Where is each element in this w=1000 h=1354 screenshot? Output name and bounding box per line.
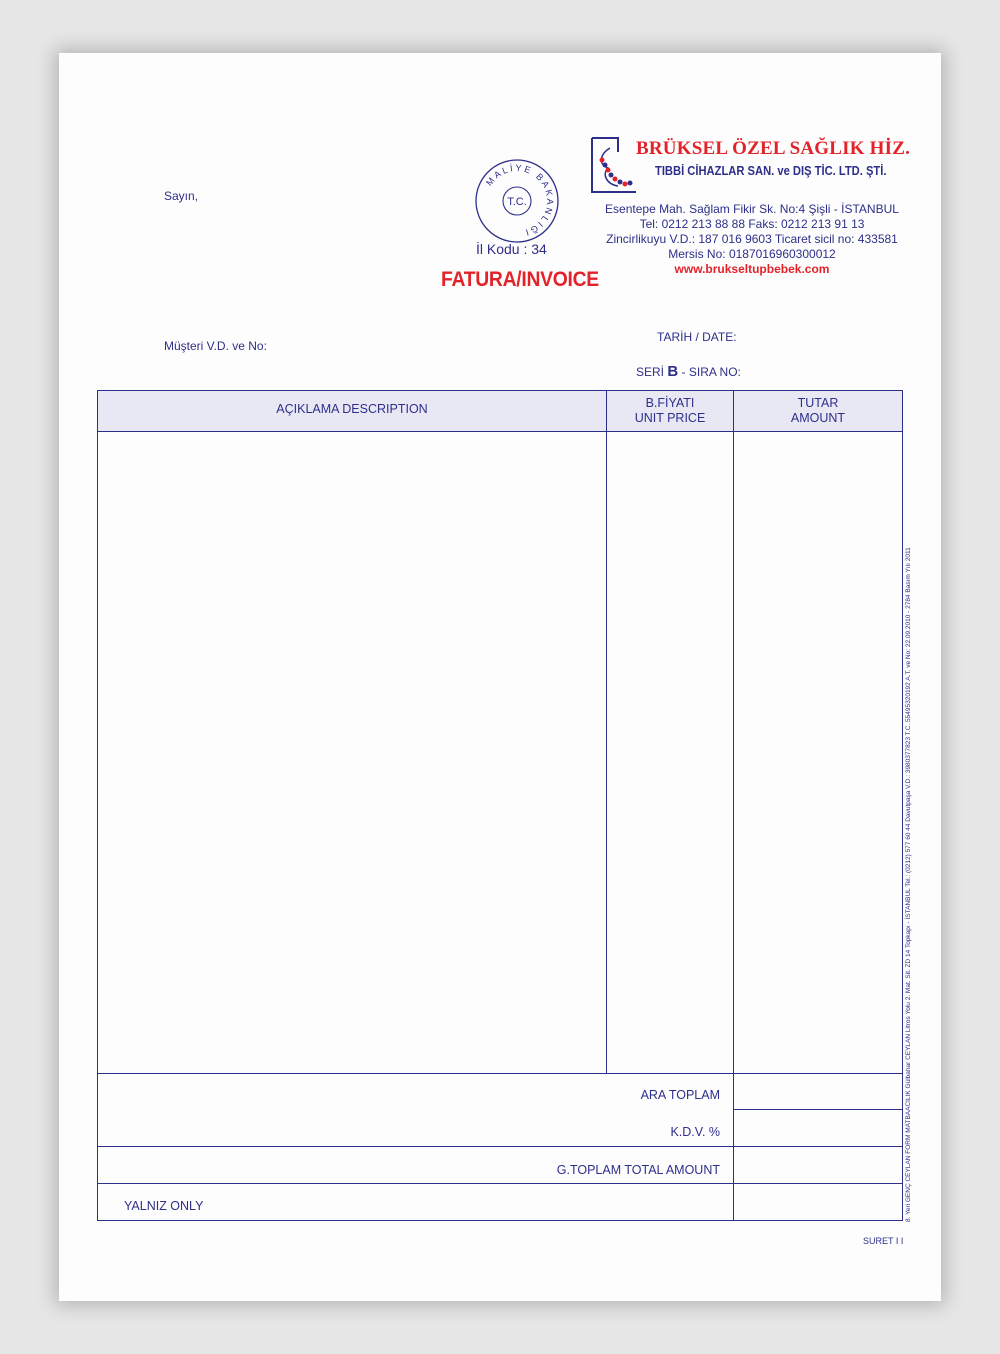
header-unit-price-tr: B.FİYATI [645,396,695,410]
col-divider-1 [606,391,607,1074]
stamp-ring-text: MALİYE BAKANLIĞI [484,162,556,239]
company-tax-info: Zincirlikuyu V.D.: 187 016 9603 Ticaret sicil no: 433581 [606,232,898,246]
company-phone-fax: Tel: 0212 213 88 88 Faks: 0212 213 91 13 [639,217,865,231]
serial-prefix: SERİ [636,365,668,379]
serial-label [636,363,741,380]
items-bottom-line [98,1073,902,1074]
maliye-stamp [474,158,560,244]
printer-imprint: 8. Yeri GENÇ CEYLAN FORM MATBAACILIK Gülbahar CEYLAN Litros Yolu 2. Mat. Sit. ZD 14 Topkapı - İSTANBUL Tel.: (0212) 577 60 44 Davutpaşa V.D.: 3980377823 T.C. 55495320192 A.T. ve No: 22.09.2010 - 2784 Basım Yılı 2011 [905,547,912,1222]
vat-label: K.D.V. % [670,1125,720,1139]
subtotal-label: ARA TOPLAM [640,1088,720,1102]
stamp-center-text: T.C. [507,196,527,208]
invoice-table [97,390,903,1221]
subtotal-bottom-line [733,1109,902,1110]
header-unit-price-en: UNIT PRICE [634,411,706,425]
company-address: Esentepe Mah. Sağlam Fikir Sk. No:4 Şişli - İSTANBUL [605,202,899,216]
customer-tax-label: Müşteri V.D. ve No: [164,339,267,353]
company-name: BRÜKSEL ÖZEL SAĞLIK HİZ. [636,138,911,159]
company-mersis: Mersis No: 0187016960300012 [668,247,836,261]
header-amount-en: AMOUNT [790,411,846,425]
date-label: TARİH / DATE: [657,330,737,344]
vat-bottom-line [98,1146,902,1147]
il-kodu: İl Kodu : 34 [476,241,547,257]
document-title: FATURA/INVOICE [441,268,599,291]
col-divider-2 [733,391,734,1221]
company-subtitle: TIBBİ CİHAZLAR SAN. ve DIŞ TİC. LTD. ŞTİ. [655,163,887,178]
sayin-label: Sayın, [164,189,199,203]
amount-in-words-label: YALNIZ ONLY [124,1199,204,1213]
header-amount [734,396,902,426]
copy-label: SURET I I [863,1236,904,1246]
header-amount-tr: TUTAR [797,396,839,410]
header-description: AÇIKLAMA DESCRIPTION [276,402,428,416]
header-unit-price [607,396,733,426]
serial-letter: B [667,363,679,380]
company-logo [588,134,640,196]
grand-total-label: G.TOPLAM TOTAL AMOUNT [556,1163,720,1177]
total-bottom-line [98,1183,902,1184]
company-website: www.brukseltupbebek.com [674,262,830,276]
serial-suffix: - SIRA NO: [678,365,741,379]
